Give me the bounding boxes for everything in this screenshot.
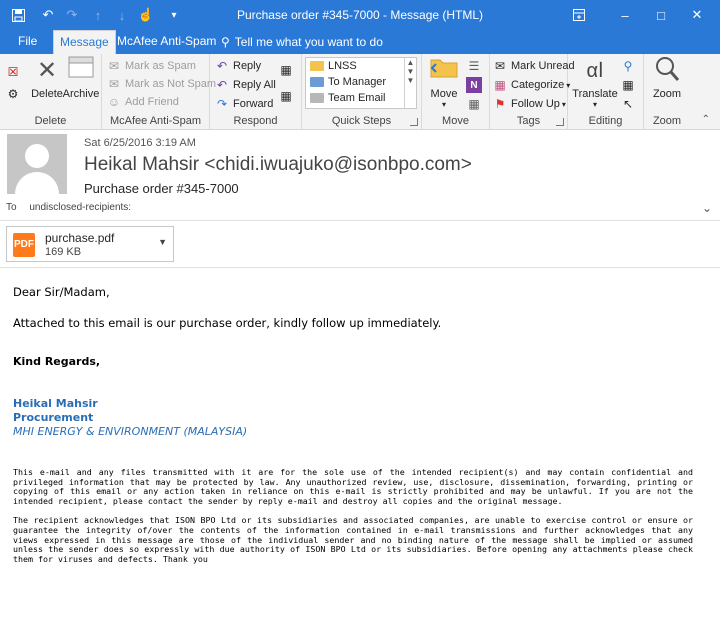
team-mail-icon [310,93,324,103]
respond-group [210,54,302,130]
delete-group [0,54,102,130]
recipients[interactable]: undisclosed-recipients: [29,202,132,213]
quick-step-to-manager[interactable] [306,74,416,90]
categorize-label: Categorize [511,79,565,91]
message-body [13,285,708,564]
forward-icon: ↷ [216,97,228,111]
archive-button[interactable] [62,56,100,100]
quick-step-to-manager-label: To Manager [328,76,387,88]
undo-icon[interactable]: ↶ [42,7,54,22]
signature-name: Heikal Mahsir [13,397,98,410]
touch-mode-icon[interactable]: ☝ [137,7,155,22]
signature-title: Procurement [13,411,94,424]
meeting-icon[interactable]: ▦ [280,63,292,77]
close-button[interactable]: ✕ [691,7,703,22]
title-bar [0,0,720,30]
recipients-line [6,202,141,213]
mark-as-spam-label: Mark as Spam [125,60,196,72]
reply-button[interactable] [214,58,261,74]
mcafee-group-label: McAfee Anti-Spam [109,115,202,127]
maximize-button[interactable]: □ [657,7,665,23]
tell-me-search[interactable] [215,30,389,54]
message-subject: Purchase order #345-7000 [84,181,239,196]
flag-icon: ⚑ [494,97,506,111]
move-button[interactable] [426,56,462,109]
mark-unread-button[interactable] [492,58,575,74]
translate-icon: αا [586,60,604,82]
delete-group-label: Delete [34,115,67,127]
customize-icon[interactable]: ▾ [171,9,177,21]
redo-icon[interactable]: ↷ [66,7,78,22]
tab-file[interactable]: File [18,34,38,48]
mark-unread-label: Mark Unread [511,60,575,72]
lightbulb-icon: ⚲ [221,34,230,49]
ribbon [0,54,720,130]
add-friend-label: Add Friend [125,96,179,108]
delete-icon: ✕ [36,57,58,84]
quick-step-team-email[interactable] [306,90,416,106]
spam-icon: ✉ [108,59,120,73]
delete-label: Delete [31,88,63,100]
down-arrow-icon[interactable]: ↓ [118,7,126,23]
mark-as-not-spam-label: Mark as Not Spam [125,78,217,90]
mcafee-group [102,54,217,130]
attachment-name: purchase.pdf [45,231,115,245]
message-date: Sat 6/25/2016 3:19 AM [84,137,196,149]
add-friend-button[interactable] [106,94,179,110]
categorize-icon: ▦ [494,78,506,92]
disclaimer-paragraph: This e-mail and any files transmitted with it are for the sole use of the intended recipient(s) and may contain confidential and privileged information that may be protected by law. Any unauthorized review, use, disclosure, dissemination, forwarding, printing or copying of this email or any action taken in reliance on this e-mail is strictly prohibited and may be unlawful. If you are not the intended recipient, please contact the sender by reply e-mail and destroy all copies and the original message. [13,467,693,506]
follow-up-button[interactable] [492,96,566,112]
window-title: Purchase order #345-7000 - Message (HTML) [236,8,484,22]
body-paragraph: Attached to this email is our purchase order, kindly follow up immediately. [13,316,442,330]
add-friend-icon: ☺ [107,95,121,109]
signature-company: MHI ENERGY & ENVIRONMENT (MALAYSIA) [13,425,248,438]
quick-steps-launcher-icon[interactable] [410,118,418,126]
zoom-label: Zoom [652,88,682,100]
attachment[interactable] [6,226,174,262]
avatar [7,134,67,194]
attachment-dropdown-icon[interactable]: ▼ [158,237,167,247]
move-group [422,54,490,130]
expand-header-icon[interactable]: ⌄ [701,201,712,215]
quick-steps-gallery [305,57,417,109]
forward-button[interactable] [214,96,273,112]
tags-group [490,54,575,130]
related-icon[interactable]: ▦ [622,78,634,92]
ignore-icon[interactable]: ☒ [7,65,19,79]
collapse-ribbon-icon[interactable]: ⌃ [701,114,710,125]
zoom-button[interactable] [648,56,686,100]
tags-launcher-icon[interactable] [556,118,564,126]
message-header [0,131,720,221]
not-spam-icon: ✉ [108,77,120,91]
reply-all-button[interactable] [214,77,276,93]
actions-icon[interactable]: ▦ [468,97,480,111]
quick-steps-scroll[interactable]: ▲ ▼ ▼ [404,58,416,108]
delete-button[interactable] [28,56,66,100]
tab-mcafee-anti-spam[interactable]: McAfee Anti-Spam [117,34,217,48]
divider [0,267,720,268]
minimize-button[interactable]: – [621,7,629,23]
onenote-icon[interactable]: N [466,77,485,93]
zoom-group-label: Zoom [652,115,682,127]
archive-icon [65,56,97,86]
quick-steps-group-label: Quick Steps [331,115,392,127]
disclaimer-paragraph: The recipient acknowledges that ISON BPO Ltd or its subsidiaries and associated companies, are unable to exercise control or ensure or guarantee the integrity of/over the contents of the information contained in e-mail transmissions and further acknowledges that any views expressed in this message are those of the individual sender and no binding nature of the message shall be implied or assumed unless the sender does so expressly with due authority of ISON BPO Ltd or its subsidiaries. Before opening any attachments please check them for viruses and defects. Thank you [13,515,693,564]
translate-button[interactable] [572,56,618,109]
move-group-label: Move [442,115,469,127]
pdf-icon: PDF [13,233,35,257]
arrow-mail-icon [310,77,324,87]
sender[interactable]: Heikal Mahsir <chidi.iwuajuko@isonbpo.com> [84,154,472,175]
move-label: Move [430,88,458,100]
find-icon[interactable]: ⚲ [623,59,633,73]
quick-step-lnss[interactable] [306,58,416,74]
editing-group-label: Editing [588,115,623,127]
archive-label: Archive [62,88,100,100]
quick-steps-group [302,54,422,130]
editing-group [568,54,644,130]
tell-me-text: Tell me what you want to do [234,34,383,49]
ribbon-display-options-icon[interactable] [556,0,602,30]
to-label: To [6,202,17,213]
greeting: Dear Sir/Madam, [13,285,110,299]
rules-icon[interactable]: ☰ [468,59,480,73]
translate-label: Translate [572,88,618,100]
select-icon[interactable]: ↖ [622,97,634,111]
move-folder-icon [428,56,460,86]
up-arrow-icon[interactable]: ↑ [94,7,102,23]
mark-as-spam-button[interactable] [106,58,196,74]
more-respond-icon[interactable]: ▦ [280,89,292,103]
reply-label: Reply [233,60,262,72]
mark-as-not-spam-button[interactable] [106,76,216,92]
zoom-group [644,54,690,130]
follow-up-label: Follow Up [511,98,560,110]
categorize-dropdown-icon: ▾ [566,80,571,90]
tags-group-label: Tags [516,115,541,127]
folder-icon [310,61,324,71]
envelope-icon: ✉ [494,59,506,73]
reply-all-icon: ↶ [216,78,228,92]
categorize-button[interactable] [492,77,570,93]
ribbon-tabs [0,30,720,54]
forward-label: Forward [233,98,274,110]
quick-step-lnss-label: LNSS [328,60,357,72]
quick-step-team-email-label: Team Email [328,92,386,104]
follow-up-dropdown-icon: ▾ [561,99,566,109]
cleanup-icon[interactable]: ⚙ [7,87,19,101]
move-dropdown-icon: ▾ [441,100,446,109]
tab-message[interactable]: Message [53,30,116,54]
translate-dropdown-icon: ▾ [592,100,597,109]
reply-all-label: Reply All [233,79,276,91]
reply-icon: ↶ [216,59,228,73]
attachment-size: 169 KB [45,246,82,258]
magnifier-icon [651,56,683,86]
respond-group-label: Respond [233,115,278,127]
closing: Kind Regards, [13,355,101,368]
